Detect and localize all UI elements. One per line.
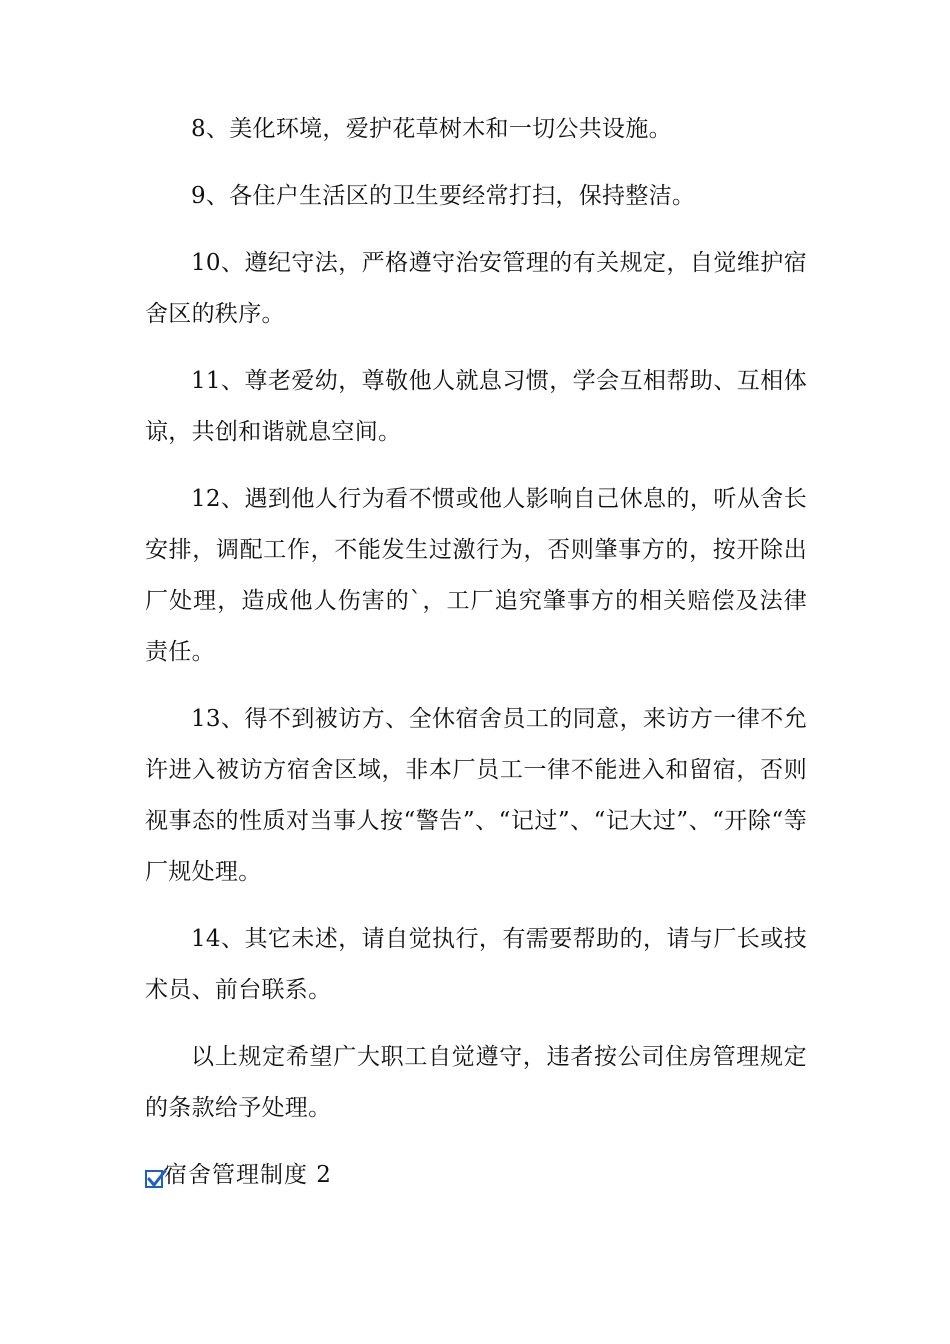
paragraph-item-12: 12、遇到他人行为看不惯或他人影响自己休息的，听从舍长安排，调配工作，不能发生过激行为，否则肇事方的，按开除出厂处理，造成他人伤害的`，工厂追究肇事方的相关赔偿及法律责任。 [145,486,807,665]
section-heading [145,1155,332,1195]
section-heading-text: 宿舍管理制度 2 [164,1162,332,1188]
paragraph-item-13: 13、得不到被访方、全休宿舍员工的同意，来访方一律不允许进入被访方宿舍区域，非本厂员工一律不能进入和留宿，否则视事态的性质对当事人按“警告”、“记过”、“记大过”、“开除“等厂规处理。 [145,706,807,885]
paragraph-item-8: 8、美化环境，爱护花草树木和一切公共设施。 [191,116,672,142]
checkbox-checked-icon [145,1170,163,1188]
document-body [145,104,807,1150]
closing-paragraph: 以上规定希望广大职工自觉遵守，违者按公司住房管理规定的条款给予处理。 [145,1044,807,1121]
paragraph-item-14: 14、其它未述，请自觉执行，有需要帮助的，请与厂长或技术员、前台联系。 [145,926,807,1003]
paragraph-item-11: 11、尊老爱幼，尊敬他人就息习惯，学会互相帮助、互相体谅，共创和谐就息空间。 [145,368,807,445]
paragraph-item-9: 9、各住户生活区的卫生要经常打扫，保持整洁。 [191,183,696,209]
paragraph-item-10: 10、遵纪守法，严格遵守治安管理的有关规定，自觉维护宿舍区的秩序。 [145,250,807,327]
